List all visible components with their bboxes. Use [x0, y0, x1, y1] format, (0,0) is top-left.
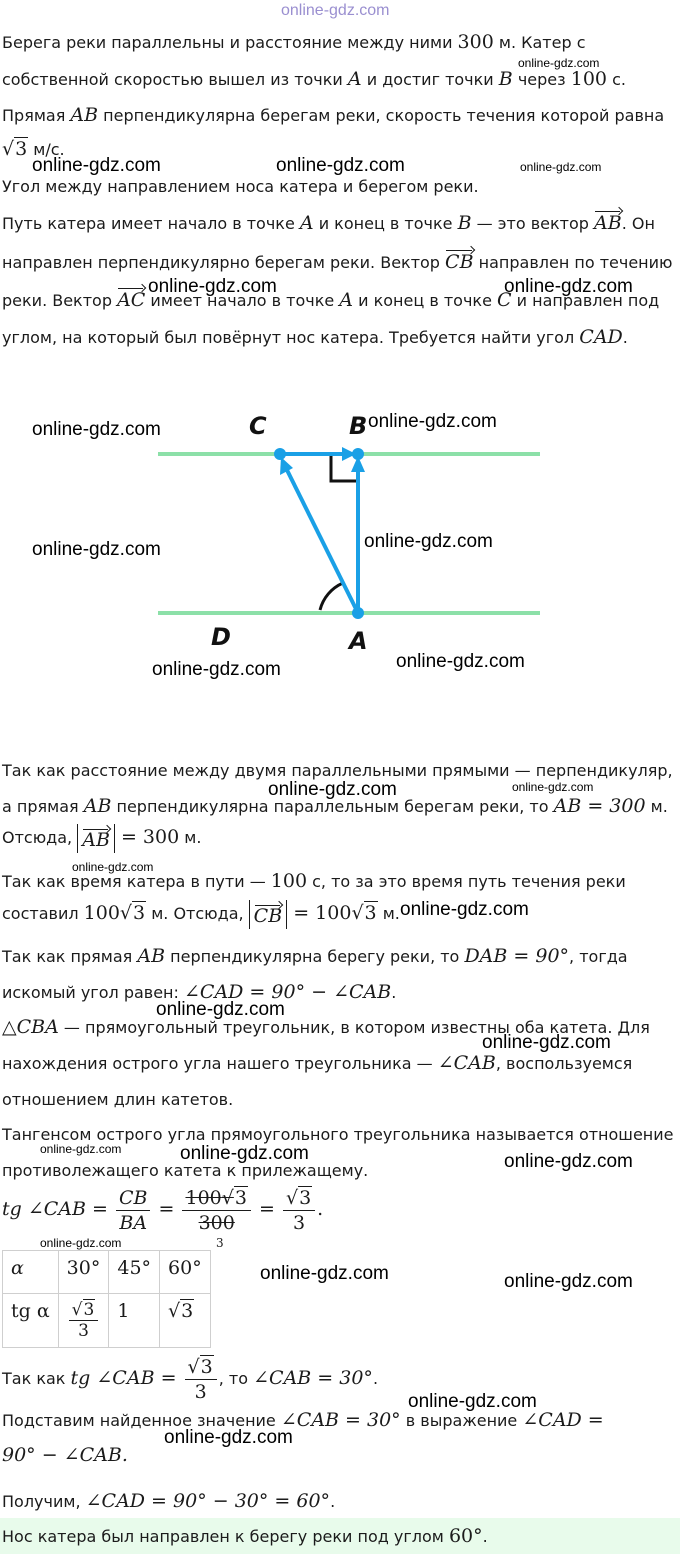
watermark: online-gdz.com — [32, 419, 161, 440]
text: составил — [2, 904, 84, 923]
fraction — [283, 1186, 315, 1235]
text: Прямая — [2, 106, 71, 125]
label-b: B — [349, 412, 368, 440]
watermark: online-gdz.com — [156, 999, 285, 1020]
watermark: online-gdz.com — [368, 411, 497, 432]
watermark: online-gdz.com — [504, 1271, 633, 1292]
math: ∠CAB = 30° — [280, 1409, 401, 1431]
denominator: 3 — [293, 1212, 306, 1234]
math: AB — [83, 795, 112, 817]
math: = 300 — [114, 826, 180, 848]
math: tg ∠CAB = — [2, 1198, 114, 1220]
point-c — [274, 448, 286, 460]
conclusion-line-1 — [2, 1355, 378, 1404]
table-cell — [58, 1294, 109, 1348]
watermark: online-gdz.com — [408, 1391, 537, 1412]
watermark: online-gdz.com — [32, 539, 161, 560]
text: . — [622, 328, 628, 347]
table-cell: tg α — [3, 1294, 59, 1348]
text: Путь катера имеет начало в точке — [2, 214, 300, 233]
radicand: 3 — [299, 1187, 312, 1209]
vector: CB — [445, 251, 474, 273]
text: и конец в точке — [313, 214, 458, 233]
watermark: online-gdz.com — [518, 56, 600, 70]
math: C — [497, 289, 512, 311]
text: Получим, — [2, 1492, 86, 1511]
math: A — [339, 289, 354, 311]
sqrt — [364, 902, 378, 924]
vector: CB — [253, 905, 283, 927]
solution-line-3 — [2, 824, 201, 853]
text: м. — [377, 904, 400, 923]
point-b — [352, 448, 364, 460]
watermark: online-gdz.com — [520, 160, 602, 174]
cancel-subscript: 3 — [216, 1236, 224, 1250]
label-d: D — [211, 623, 231, 651]
text: , то — [218, 1369, 254, 1388]
explain-line-2 — [2, 251, 673, 274]
fraction — [182, 1186, 250, 1235]
text: — это вектор — [471, 214, 594, 233]
numerator: CB — [116, 1186, 151, 1211]
radicand: 3 — [200, 1356, 213, 1378]
angle-arc — [320, 583, 343, 610]
explain-line-4 — [2, 326, 628, 349]
watermark: online-gdz.com — [148, 276, 277, 297]
text: Берега реки параллельны и расстояние между ними — [2, 33, 458, 52]
site-watermark: online-gdz.com — [281, 2, 390, 19]
solution-line-5 — [2, 900, 400, 929]
fraction — [69, 1300, 99, 1341]
text: с. — [607, 70, 626, 89]
problem-line-2 — [2, 68, 626, 91]
text: через — [512, 70, 571, 89]
explain-line-1 — [2, 212, 655, 235]
numerator: 100√3 — [182, 1186, 250, 1211]
heading-line: Угол между направлением носа катера и берегом реки. — [2, 177, 479, 196]
vector: AB — [82, 829, 110, 851]
text: м. — [645, 797, 668, 816]
math: 100 — [83, 902, 120, 924]
text: перпендикулярна берегу реки, то — [165, 947, 465, 966]
text: , воспользуемся — [495, 1054, 633, 1073]
math: tg ∠CAB = — [70, 1367, 183, 1389]
solution-line-10: отношением длин катетов. — [2, 1090, 234, 1109]
text: . — [482, 1527, 488, 1546]
problem-line-1 — [2, 31, 586, 54]
math: 300 — [457, 31, 494, 53]
watermark: online-gdz.com — [504, 276, 633, 297]
fraction — [116, 1186, 151, 1235]
vector: AC — [117, 289, 146, 311]
text: м. Катер с — [493, 33, 586, 52]
text: . — [372, 1369, 379, 1388]
watermark: online-gdz.com — [40, 1142, 122, 1156]
math: 60° — [448, 1525, 483, 1547]
text: направлен по течению — [473, 253, 673, 272]
conclusion-line-3: 90° − ∠CAB. — [2, 1444, 128, 1466]
text: . — [330, 1492, 336, 1511]
denominator: 300 — [198, 1212, 235, 1234]
sqrt-sign: √ — [119, 902, 133, 924]
text: Подставим найденное значение — [2, 1411, 281, 1430]
text: и достиг точки — [361, 70, 499, 89]
solution-line-1: Так как расстояние между двумя параллельными прямыми — перпендикуляр, — [2, 761, 673, 780]
tangent-table — [2, 1250, 211, 1348]
text: Так как прямая — [2, 947, 138, 966]
watermark: online-gdz.com — [152, 659, 281, 680]
sqrt — [83, 1300, 96, 1320]
math: DAB = 90° — [464, 945, 570, 967]
text: направлен перпендикулярно берегам реки. Вектор — [2, 253, 446, 272]
watermark: online-gdz.com — [268, 779, 397, 800]
answer-line — [2, 1525, 488, 1548]
radicand: 3 — [83, 1300, 95, 1320]
math: A — [299, 212, 314, 234]
watermark: online-gdz.com — [260, 1263, 389, 1284]
number: 100 — [185, 1187, 222, 1209]
watermark: online-gdz.com — [164, 1427, 293, 1448]
text: . — [391, 983, 397, 1002]
sqrt — [132, 902, 146, 924]
sqrt — [14, 138, 28, 160]
text: реки. Вектор — [2, 291, 118, 310]
text: Так как — [2, 1369, 71, 1388]
text: , тогда — [569, 947, 628, 966]
watermark: online-gdz.com — [482, 1032, 611, 1053]
text: м/с. — [28, 140, 65, 159]
watermark: online-gdz.com — [396, 651, 525, 672]
math: ∠CAB — [437, 1052, 496, 1074]
radicand: 3 — [133, 902, 146, 924]
text: искомый угол равен: — [2, 983, 184, 1002]
sqrt — [298, 1186, 312, 1210]
math: △CBA — [2, 1016, 59, 1038]
math: 100 — [570, 68, 607, 90]
text: — прямоугольный треугольник, в котором известны оба катета. Для — [58, 1018, 650, 1037]
table-cell: 30° — [58, 1251, 109, 1294]
math: = — [152, 1198, 181, 1220]
text: нахождения острого угла нашего треугольника — — [2, 1054, 438, 1073]
watermark: online-gdz.com — [32, 155, 161, 176]
watermark: online-gdz.com — [364, 531, 493, 552]
text: перпендикулярна берегам реки, скорость течения которой равна — [98, 106, 665, 125]
point-a — [352, 607, 364, 619]
abs-value — [249, 900, 288, 929]
sqrt — [200, 1355, 214, 1379]
table-cell: 45° — [109, 1251, 160, 1294]
math: AB = 300 — [553, 795, 646, 817]
text: и направлен под — [511, 291, 660, 310]
solution-line-9 — [2, 1052, 632, 1075]
table-row — [3, 1251, 211, 1294]
vector-ac-line — [286, 468, 358, 613]
radicand: 3 — [364, 902, 377, 924]
math: 100 — [270, 870, 308, 892]
math: ∠CAD = — [522, 1409, 604, 1431]
math: = — [252, 1198, 281, 1220]
math: B — [457, 212, 472, 234]
watermark: online-gdz.com — [400, 899, 529, 920]
label-c: C — [249, 412, 267, 440]
abs-value — [77, 824, 115, 853]
radicand: 3 — [15, 138, 28, 160]
solution-line-12: противолежащего катета к прилежащему. — [2, 1161, 369, 1180]
problem-line-3 — [2, 104, 664, 127]
sqrt — [234, 1186, 248, 1210]
numerator: √3 — [185, 1355, 217, 1380]
text: собственной скоростью вышел из точки — [2, 70, 348, 89]
numerator: √3 — [283, 1186, 315, 1211]
watermark: online-gdz.com — [180, 1143, 309, 1164]
vector: AB — [594, 212, 622, 234]
sqrt-sign: √ — [351, 902, 364, 924]
watermark: online-gdz.com — [40, 1236, 122, 1250]
text: м. Отсюда, — [146, 904, 249, 923]
math: B — [498, 68, 513, 90]
table-row — [3, 1294, 211, 1348]
math: . — [317, 1198, 324, 1220]
table-cell: √3 — [160, 1294, 211, 1348]
text: углом, на который был повёрнут нос катера. Требуется найти угол — [2, 328, 580, 347]
text: Отсюда, — [2, 828, 78, 847]
table-cell: 1 — [109, 1294, 160, 1348]
watermark: online-gdz.com — [504, 1151, 633, 1172]
numerator: √3 — [69, 1300, 99, 1321]
text: а прямая — [2, 797, 84, 816]
sqrt-sign: √ — [2, 138, 15, 160]
watermark: online-gdz.com — [512, 780, 594, 794]
text: и конец в точке — [353, 291, 498, 310]
denominator: 3 — [78, 1321, 89, 1341]
text: Нос катера был направлен к берегу реки под углом — [2, 1527, 449, 1546]
watermark: online-gdz.com — [276, 155, 405, 176]
table-cell: α — [3, 1251, 59, 1294]
watermark: online-gdz.com — [72, 860, 154, 874]
text: . Он — [621, 214, 655, 233]
math: ∠CAB = 30° — [253, 1367, 373, 1389]
math: ∠CAD = 90° − ∠CAB — [183, 981, 392, 1003]
math: CAD — [579, 326, 623, 348]
text: м. — [179, 828, 202, 847]
math: = 100 — [287, 902, 352, 924]
table-cell: 60° — [160, 1251, 211, 1294]
math: AB — [70, 104, 99, 126]
text: перпендикулярна параллельным берегам реки, то — [111, 797, 554, 816]
radicand: 3 — [181, 1300, 194, 1322]
sqrt — [180, 1300, 194, 1322]
text: имеет начало в точке — [145, 291, 340, 310]
text: Так как время катера в пути — — [2, 872, 271, 891]
solution-line-11: Тангенсом острого угла прямоугольного треугольника называется отношение — [2, 1125, 674, 1144]
fraction — [185, 1355, 217, 1404]
solution-line-6 — [2, 945, 628, 968]
radicand: 3 — [234, 1187, 247, 1209]
math: ∠CAD = 90° − 30° = 60° — [85, 1490, 331, 1512]
denominator: BA — [119, 1212, 148, 1234]
denominator: 3 — [194, 1381, 207, 1403]
tangent-formula — [2, 1186, 323, 1235]
label-a: A — [349, 627, 368, 655]
math: A — [347, 68, 362, 90]
math: AB — [137, 945, 166, 967]
text: в выражение — [400, 1411, 523, 1430]
text: с, то за это время путь течения реки — [307, 872, 626, 891]
conclusion-line-4 — [2, 1490, 335, 1513]
